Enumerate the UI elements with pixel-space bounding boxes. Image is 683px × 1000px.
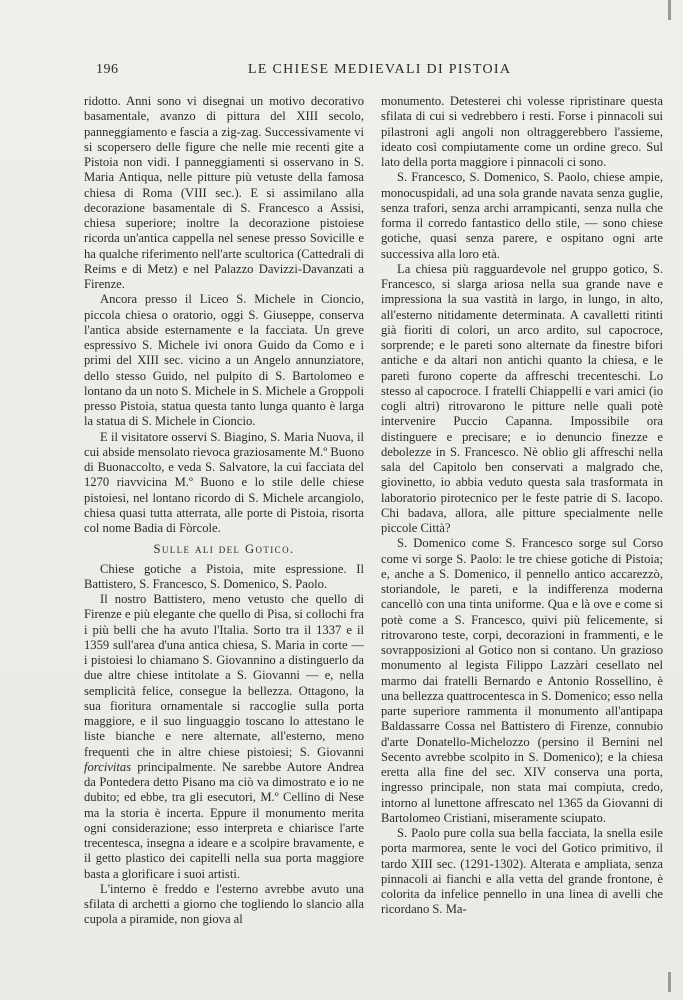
paragraph: Ancora presso il Liceo S. Michele in Cioncio, piccola chiesa o oratorio, oggi S. Giuseppe, conserva l'antica abside esternamente e la facciata. Un greve espressivo S. Michele ivi onora Guido da Como e i primi del XIII sec. vicino a un Angelo annunziatore, dello stesso Guido, nel pulpito di S. Bartolomeo e lontano da un noto S. Michele in S. Michele a Groppoli presso Pistoia, statua questa tanto lunga quanto è larga la statua di S. Michele in Cioncio. [84, 292, 364, 429]
page-number: 196 [96, 62, 119, 77]
paragraph: S. Domenico come S. Francesco sorge sul Corso come vi sorge S. Paolo: le tre chiese gotiche di Pistoia; e, anche a S. Domenico, il pennello antico accarezzò, storiandole, le pareti, e la indifferenza moderna cancellò con una tinta uniforme. Qua e là ove e come si potè come a S. Francesco, quivi più felicemente, si ritrovarono teste, corpi, decorazioni in frammenti, e le sovrapposizioni al Gotico non si contano. Un grazioso monumento al legista Filippo Lazzàri cesellato nel marmo dai fratelli Bernardo e Antonio Rossellino, è una bellezza quattrocentesca in S. Domenico; esso nella parte superiore rammenta il monumento all'antipapa Baldassarre Cossa nel Battistero di Firenze, connubio d'arte Donatello-Michelozzo (persino il Bernini nel Secento avrebbe scolpito in S. Domenico); e la chiesa eretta alla fine del sec. XIV conserva una porta, ingresso principale, non stata mai compiuta, credo, intorno al lunettone affrescato nel 1365 da Giovanni di Bartolomeo Cristiani, miseramente sciupato. [381, 536, 663, 825]
paragraph: S. Francesco, S. Domenico, S. Paolo, chiese ampie, monocuspidali, ad una sola grande navata senza guglie, senza trafori, senza archi arrampicanti, senza nulla che forma il corredo fantastico dello stile, — sono chiese gotiche, quasi senza parere, e ospitano ogni arte successiva alla loro età. [381, 170, 663, 261]
running-title: LE CHIESE MEDIEVALI DI PISTOIA [248, 62, 512, 77]
paragraph: monumento. Detesterei chi volesse ripristinare questa sfilata di cui si vedrebbero i resti. Forse i pinnacoli sui pilastroni agli angoli non oltraggerebbero l'assieme, ideato così compiutamente come un ordine greco. Sul lato della porta maggiore i pinnacoli ci sono. [381, 94, 663, 169]
scan-edge-mark [668, 972, 671, 992]
paragraph: La chiesa più ragguardevole nel gruppo gotico, S. Francesco, si slarga ariosa nella sua grande nave e impressiona la sua vastità in largo, in lungo, in alto, all'esterno nitidamente determinata. A cavalletti ritinti già fioriti di colori, un arco ardito, sul capocroce, sorprende; e le pareti sono alternate da finestre bifori antiche e da altari non antichi quanto la chiesa, e le pareti furono coperte da affreschi trecenteschi. Lo stesso al capocroce. I fratelli Chiappelli e vari amici (io cogli altri) ritrovarono le pitture nelle quali potè intervenire Puccio Capanna. Impossibile ora distinguere e precisare; e io denuncio finezze e debolezze in S. Francesco. Nè oblio gli affreschi nella sala del Capitolo ben conservati a malgrado che, giovinetto, io abbia veduto questa sala trasformata in laboratorio pirotecnico per le feste patrie di S. Iacopo. Chi badava, allora, alle pitture specialmente nelle piccole Città? [381, 261, 663, 535]
italic-term: forcivitas [84, 759, 132, 774]
paragraph-text: Il nostro Battistero, meno vetusto che quello di Firenze e più elegante che quello di Pisa, si collochi fra i più belli che ha avuto l'Italia. Sorto tra il 1337 e il 1359 sull'area d'una antica chiesa, S. Maria in corte — i pistoiesi lo chiamano S. Giovannino a distinguerlo da due altre chiese intitolate a S. Giovanni — e, nella semplicità felice, consegue la bellezza. Ottagono, la sua fioritura ornamentale si raccoglie sulla porta maggiore, e il suo linguaggio toscano lo attestano le liste bianche e nere alternate, all'esterno, meno frequenti che in altre chiese pistoiesi; S. Giovanni [84, 592, 364, 759]
paragraph-text: principalmente. Ne sarebbe Autore Andrea da Pontedera detto Pisano ma ciò va dimostrato e io ne dubito; ed ebbe, tra gli esecutori, M.º Cellino di Nese ma la storia è incerta. Eppure il monumento merita ogni considerazione; esso interpreta e chiarisce l'arte trecentesca, insegna a ideare e a scolpire bravamente, e il getto plastico dei capitelli nella sua porta maggiore basta a glorificare i suoi artisti. [84, 759, 364, 881]
left-column [84, 94, 364, 928]
scan-edge-mark [668, 0, 671, 20]
paragraph [84, 592, 364, 882]
paragraph: E il visitatore osservi S. Biagino, S. Maria Nuova, il cui abside mensolato rievoca graziosamente M.º Buono di Buonaccolto, e veda S. Salvatore, la cui facciata del 1270 riavvicina M.º Buono e lo stile delle chiese pistoiesi, nel lontano ricordo di S. Michele arcangiolo, chiesa quasi tutta atterrata, alle porte di Pistoia, risorta col nome Badia di Fòrcole. [84, 429, 364, 535]
paragraph: S. Paolo pure colla sua bella facciata, la snella esile porta marmorea, sente le voci del Gotico primitivo, il tardo XIII sec. (1291-1302). Alterata e ampliata, senza pinnacoli ai fianchi e alla vetta del grande frontone, è colorita da infelice pennello in una linea di avelli che ricordano S. Ma- [381, 826, 663, 917]
right-column [381, 94, 663, 918]
paragraph: Chiese gotiche a Pistoia, mite espressione. Il Battistero, S. Francesco, S. Domenico, S. Paolo. [84, 561, 364, 591]
section-heading: Sulle ali del Gotico. [153, 542, 295, 557]
paragraph: ridotto. Anni sono vi disegnai un motivo decorativo basamentale, avanzo di pittura del XIII secolo, panneggiamento e fascia a zig-zag. Successivamente vi si scopersero delle figure che nelle mie recenti gite a Pistoia non vidi. I panneggiamenti si osservano in S. Maria Antiqua, nelle pitture più vetuste della famosa chiesa di Roma (VIII sec.). E si assimilano alla decorazione basamentale di S. Francesco a Assisi, chiesa superiore; inoltre la decorazione pistoiese ricorda un'antica cappella nel senese presso Sovicille e ha qualche riferimento nell'arte scultorica (Cattedrali di Reims e di Metz) e nel Palazzo Davizzi-Davanzati a Firenze. [84, 94, 364, 291]
page-header [96, 62, 662, 82]
paragraph: L'interno è freddo e l'esterno avrebbe avuto una sfilata di archetti a giorno che togliendo lo slancio alla cupola a piramide, non giova al [84, 881, 364, 927]
